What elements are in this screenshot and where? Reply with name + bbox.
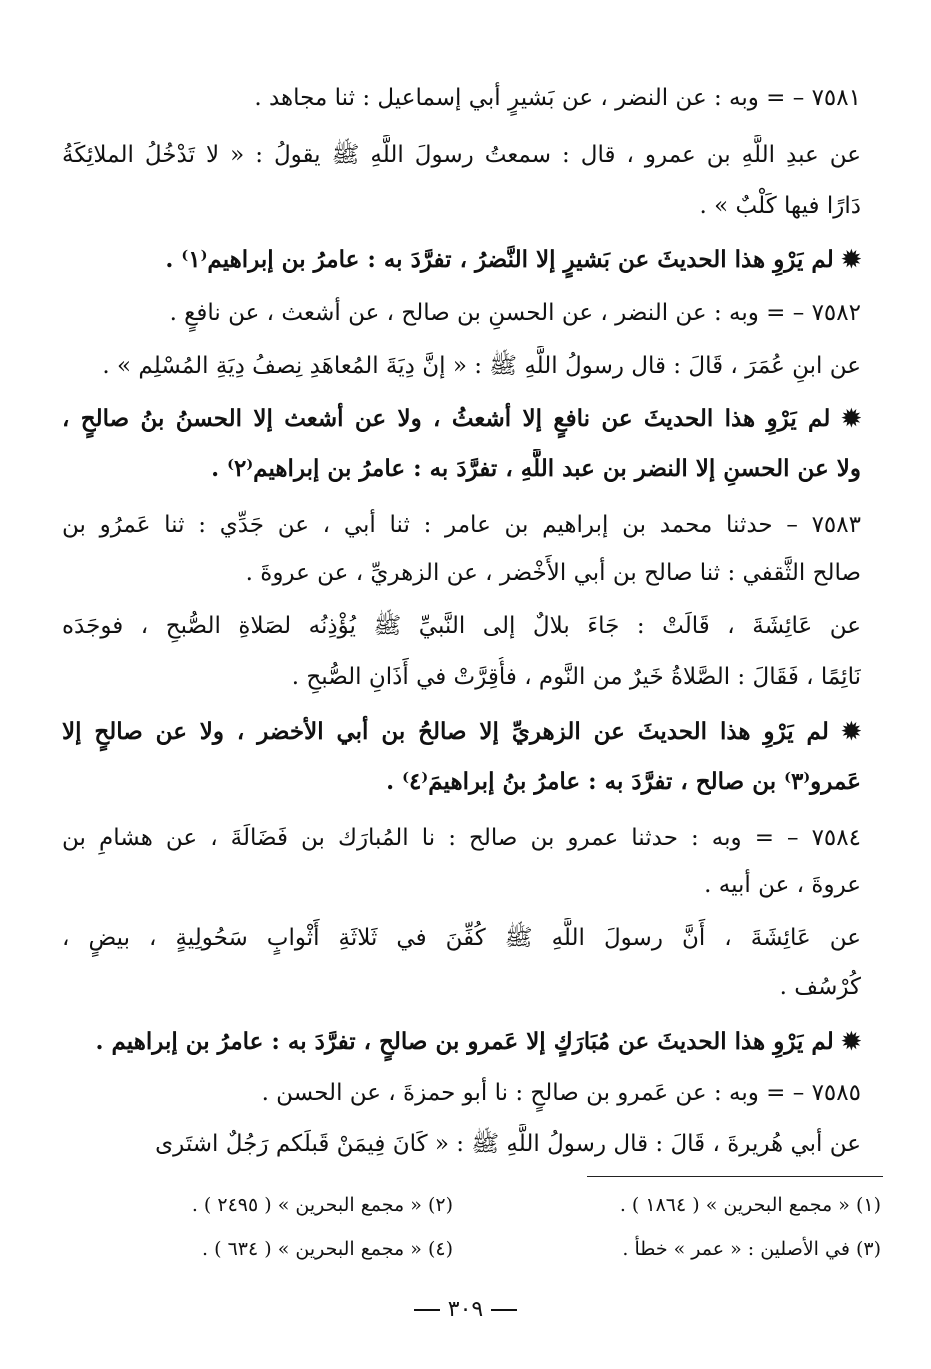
footnote-1: (١) « مجمع البحرين » ( ١٨٦٤ ) . [619,1194,881,1216]
hadith-7584-text-line-2: كُرْسُف . [779,974,861,1000]
hadith-7582-commentary-line-2: ولا عن الحسنِ إلا النضر بن عبد اللَّهِ ، تفرَّدَ به : عامرُ بن إبراهيم⁽٢⁾ . [211,455,861,482]
hadith-7583-commentary-line-2: عَمرو⁽٣⁾ بن صالح ، تفرَّدَ به : عامرُ بنُ إبراهيمَ⁽٤⁾ . [386,768,861,795]
page-number [0,1295,931,1325]
footnote-separator [587,1176,883,1177]
page-number-dash-left [414,1309,440,1311]
page-number-dash-right [491,1309,517,1311]
hadith-7584-commentary: ✹ لم يَرْوِ هذا الحديثَ عن مُبَارَكٍ إلا عَمرو بن صالحٍ ، تفرَّدَ به : عامرُ بن إبراهيم . [95,1028,861,1055]
hadith-7582-commentary-line-1: ✹ لم يَرْوِ هذا الحديثَ عن نافعٍ إلا أشعثُ ، ولا عن أشعث إلا الحسنُ بنُ صالحٍ ، [62,405,861,432]
page-number-value: ٣٠٩ [447,1297,484,1322]
hadith-7583-commentary-line-1: ✹ لم يَرْوِ هذا الحديثَ عن الزهريِّ إلا صالحُ بن أبي الأخضر ، ولا عن صالحٍ إلا [62,718,861,745]
hadith-7585-text-line-1: عن أبي هُريرةَ ، قَالَ : قال رسولُ اللَّهِ ﷺ : « كَانَ فِيمَنْ قَبلَكم رَجُلٌ اشتَرى [155,1131,861,1157]
hadith-7584-header-line-1: ٧٥٨٤ – = وبه : حدثنا عمرو بن صالح : نا المُبارَك بن فَضَالَةَ ، عن هشامِ بن [62,825,861,851]
hadith-7583-text-line-1: عن عَائِشَةَ ، قَالَتْ : جَاءَ بلالٌ إلى النَّبيِّ ﷺ يُؤْذِنُه لصَلاةِ الصُّبحِ ، فوجَدَه [62,613,861,639]
footnote-3: (٣) في الأصلين : « عمر » خطأ . [622,1238,881,1260]
hadith-7585-header: ٧٥٨٥ – = وبه : عن عَمرو بن صالحٍ : نا أبو حمزةَ ، عن الحسن . [261,1080,861,1106]
footnote-4: (٤) « مجمع البحرين » ( ٦٣٤ ) . [202,1238,453,1260]
hadith-7584-header-line-2: عروةَ ، عن أبيه . [704,872,861,898]
hadith-7583-header-line-1: ٧٥٨٣ – حدثنا محمد بن إبراهيم بن عامر : ثنا أبي ، عن جَدِّي : ثنا عَمرُو بن [62,512,861,538]
hadith-7584-text-line-1: عن عَائِشَةَ ، أَنَّ رسولَ اللَّهِ ﷺ كُفِّنَ في ثَلاثَةِ أَثْوابٍ سَحُولِيةٍ ، بيضٍ ، [62,925,861,951]
hadith-7582-header: ٧٥٨٢ – = وبه : عن النضر ، عن الحسنِ بن صالح ، عن أشعث ، عن نافعٍ . [169,300,861,326]
hadith-7583-text-line-2: نَائِمًا ، فَقَالَ : الصَّلاةُ خَيرٌ من النَّوم ، فأُقِرَّتْ في أَذَانِ الصُّبحِ . [291,664,861,690]
hadith-7581-commentary: ✹ لم يَرْوِ هذا الحديثَ عن بَشيرٍ إلا النَّضرُ ، تفرَّدَ به : عامرُ بن إبراهيم⁽١⁾ . [165,246,861,273]
footnote-2: (٢) « مجمع البحرين » ( ٢٤٩٥ ) . [191,1194,453,1216]
hadith-7583-header-line-2: صالح الثَّقفي : ثنا صالح بن أبي الأَخْضر ، عن الزهريِّ ، عن عروةَ . [245,560,861,586]
hadith-7581-text-line-2: دَارًا فيها كَلْبٌ » . [699,193,861,219]
hadith-7581-text-line-1: عن عبدِ اللَّهِ بن عمرو ، قال : سمعتُ رسولَ اللَّهِ ﷺ يقولُ : « لا تَدْخُلُ الملائِكَةُ [62,142,861,168]
hadith-7581-header: ٧٥٨١ – = وبه : عن النضر ، عن بَشيرٍ أبي إسماعيل : ثنا مجاهد . [254,85,861,111]
hadith-7582-text: عن ابنِ عُمَرَ ، قَالَ : قال رسولُ اللَّهِ ﷺ : « إنَّ دِيَةَ المُعاهَدِ نِصفُ دِيَةِ المُسْلِم » . [102,353,861,379]
